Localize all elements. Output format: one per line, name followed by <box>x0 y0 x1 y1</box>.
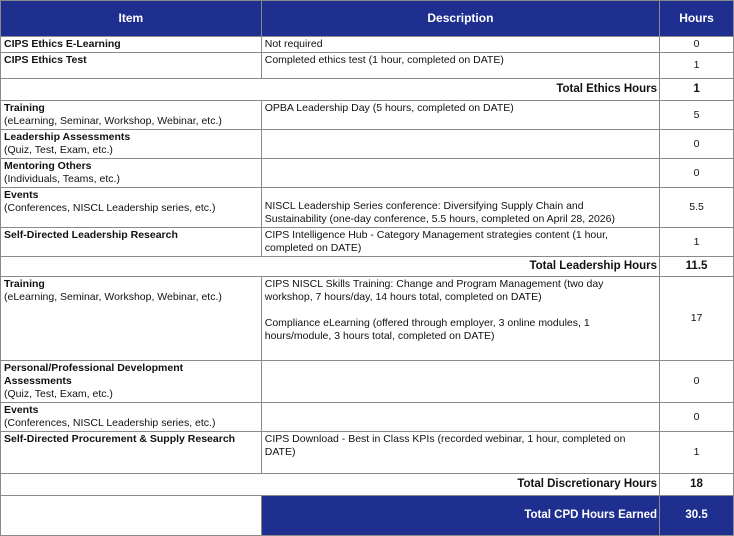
item-cell <box>1 53 262 79</box>
table-row <box>1 432 734 474</box>
description-spacer <box>265 304 656 317</box>
hours-cell: 1 <box>660 228 734 257</box>
description-line: DATE) <box>264 446 296 458</box>
description-line: CIPS Download - Best in Class KPIs (recorded webinar, 1 hour, completed on <box>264 433 626 445</box>
hours-cell: 0 <box>660 37 734 53</box>
description-line: workshop, 7 hours/day, 14 hours total, completed on DATE) <box>264 291 542 303</box>
hours-cell: 5.5 <box>660 188 734 228</box>
header-item: Item <box>1 1 262 37</box>
subtotal-row <box>1 79 734 101</box>
description-line: completed on DATE) <box>264 242 362 254</box>
description-line: hours/module, 3 hours total, completed on DATE) <box>264 330 495 342</box>
header-row <box>1 1 734 37</box>
table-row <box>1 403 734 432</box>
ethics-total-value: 1 <box>660 79 734 101</box>
item-title: Personal/Professional Development <box>4 362 184 374</box>
table-row <box>1 37 734 53</box>
item-subtitle: (Conferences, NISCL Leadership series, etc.) <box>4 202 216 214</box>
table-row <box>1 159 734 188</box>
leadership-total-value: 11.5 <box>660 257 734 277</box>
item-cell <box>1 277 262 361</box>
ethics-total-label: Total Ethics Hours <box>1 79 660 101</box>
discretionary-total-label: Total Discretionary Hours <box>1 474 660 496</box>
item-title: Events <box>4 404 39 416</box>
item-title: Assessments <box>4 375 72 387</box>
hours-cell: 0 <box>660 361 734 403</box>
table-row <box>1 228 734 257</box>
description-cell <box>261 188 659 228</box>
table-row <box>1 361 734 403</box>
description-cell <box>261 432 659 474</box>
hours-cell: 1 <box>660 432 734 474</box>
description-line: NISCL Leadership Series conference: Diversifying Supply Chain and <box>264 200 584 212</box>
item-cell <box>1 159 262 188</box>
description-line: CIPS Intelligence Hub - Category Management strategies content (1 hour, <box>264 229 608 241</box>
grand-total-row <box>1 496 734 536</box>
hours-cell: 0 <box>660 130 734 159</box>
item-cell <box>1 188 262 228</box>
item-subtitle: (Conferences, NISCL Leadership series, etc.) <box>4 417 216 429</box>
item-title: CIPS Ethics E-Learning <box>4 38 121 50</box>
description-cell <box>261 130 659 159</box>
table-row <box>1 188 734 228</box>
item-title: Events <box>4 189 39 201</box>
discretionary-total-value: 18 <box>660 474 734 496</box>
item-subtitle: (eLearning, Seminar, Workshop, Webinar, etc.) <box>4 115 222 127</box>
subtotal-row <box>1 474 734 496</box>
item-cell <box>1 130 262 159</box>
description-cell: Completed ethics test (1 hour, completed on DATE) <box>261 53 659 79</box>
item-subtitle: (Individuals, Teams, etc.) <box>4 173 120 185</box>
leadership-total-label: Total Leadership Hours <box>1 257 660 277</box>
hours-cell: 1 <box>660 53 734 79</box>
item-cell <box>1 403 262 432</box>
hours-cell: 5 <box>660 101 734 130</box>
description-line: CIPS NISCL Skills Training: Change and Program Management (two day <box>264 278 604 290</box>
item-cell <box>1 101 262 130</box>
description-cell <box>261 159 659 188</box>
item-title: Self-Directed Leadership Research <box>4 229 178 241</box>
item-cell <box>1 37 262 53</box>
description-cell <box>261 361 659 403</box>
table-row <box>1 101 734 130</box>
description-cell: OPBA Leadership Day (5 hours, completed on DATE) <box>261 101 659 130</box>
hours-cell: 0 <box>660 159 734 188</box>
hours-cell: 0 <box>660 403 734 432</box>
description-cell: Not required <box>261 37 659 53</box>
item-cell <box>1 228 262 257</box>
item-cell <box>1 432 262 474</box>
header-description: Description <box>261 1 659 37</box>
table-row <box>1 130 734 159</box>
item-title: Training <box>4 278 45 290</box>
item-subtitle: (Quiz, Test, Exam, etc.) <box>4 388 113 400</box>
item-cell <box>1 361 262 403</box>
description-cell <box>261 403 659 432</box>
table-row <box>1 277 734 361</box>
subtotal-row <box>1 257 734 277</box>
description-line: Compliance eLearning (offered through employer, 3 online modules, 1 <box>264 317 590 329</box>
item-title: Leadership Assessments <box>4 131 131 143</box>
grand-total-spacer <box>1 496 262 536</box>
hours-cell: 17 <box>660 277 734 361</box>
description-cell <box>261 228 659 257</box>
item-title: Training <box>4 102 45 114</box>
item-title: Self-Directed Procurement & Supply Research <box>4 433 236 445</box>
item-title: CIPS Ethics Test <box>4 54 87 66</box>
description-line: Sustainability (one-day conference, 5.5 hours, completed on April 28, 2026) <box>264 213 615 225</box>
item-title: Mentoring Others <box>4 160 92 172</box>
item-subtitle: (eLearning, Seminar, Workshop, Webinar, etc.) <box>4 291 222 303</box>
item-subtitle: (Quiz, Test, Exam, etc.) <box>4 144 113 156</box>
table-row <box>1 53 734 79</box>
description-cell <box>261 277 659 361</box>
header-hours: Hours <box>660 1 734 37</box>
grand-total-label: Total CPD Hours Earned <box>261 496 659 536</box>
grand-total-value: 30.5 <box>660 496 734 536</box>
